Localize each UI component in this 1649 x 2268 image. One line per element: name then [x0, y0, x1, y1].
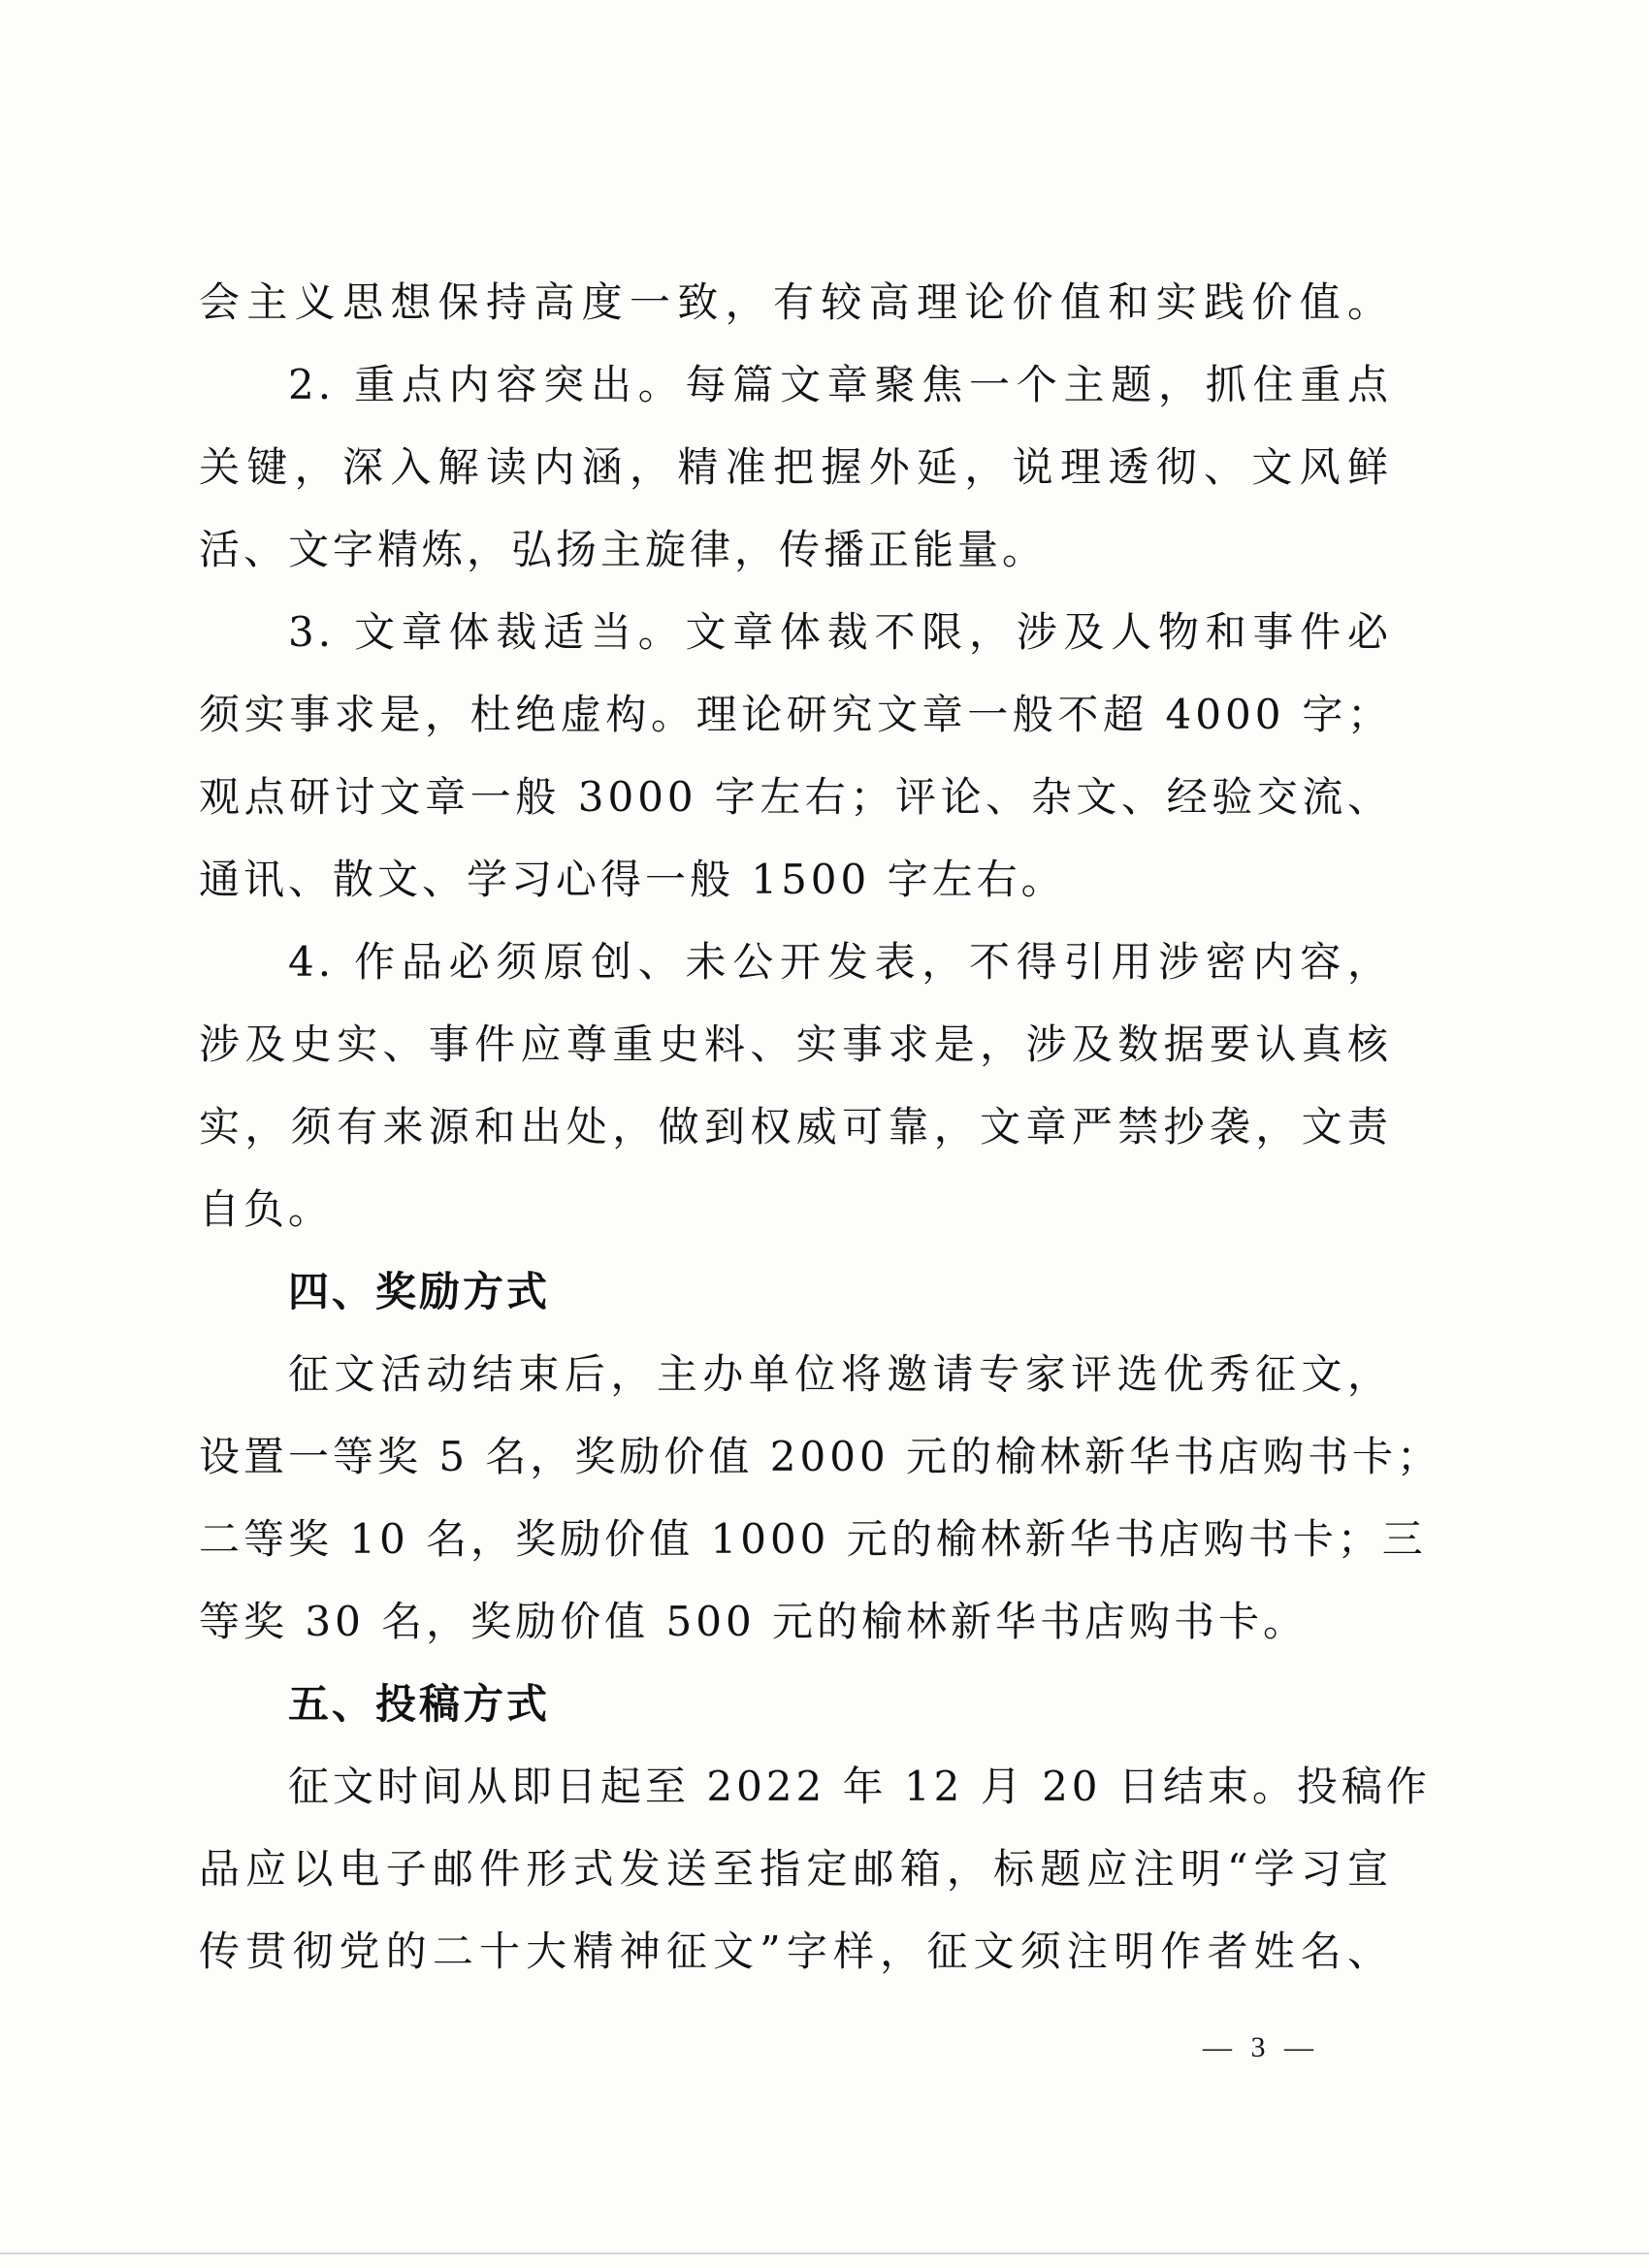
list-item-4: 4. 作品必须原创、未公开发表，不得引用涉密内容， [288, 938, 1392, 986]
body-line: 通讯、散文、学习心得一般 1500 字左右。 [199, 856, 1066, 903]
scan-edge-divider [0, 2252, 1649, 2254]
body-line: 征文活动结束后，主办单位将邀请专家评选优秀征文， [288, 1350, 1392, 1398]
body-line: 实，须有来源和出处，做到权威可靠，文章严禁抄袭，文责 [199, 1103, 1392, 1150]
list-item-2: 2. 重点内容突出。每篇文章聚焦一个主题，抓住重点 [288, 361, 1392, 408]
body-line: 品应以电子邮件形式发送至指定邮箱，标题应注明“学习宣 [199, 1845, 1392, 1893]
body-line: 观点研讨文章一般 3000 字左右；评论、杂文、经验交流、 [199, 773, 1392, 821]
page-number: — 3 — [1203, 2031, 1319, 2063]
section-heading-submission: 五、投稿方式 [288, 1680, 551, 1728]
section-heading-rewards: 四、奖励方式 [288, 1268, 551, 1315]
body-line: 会主义思想保持高度一致，有较高理论价值和实践价值。 [199, 278, 1392, 326]
body-line: 征文时间从即日起至 2022 年 12 月 20 日结束。投稿作 [288, 1763, 1431, 1810]
body-line: 活、文字精炼，弘扬主旋律，传播正能量。 [199, 526, 1048, 573]
list-item-3: 3. 文章体裁适当。文章体裁不限，涉及人物和事件必 [288, 608, 1392, 656]
body-line: 关键，深入解读内涵，精准把握外延，说理透彻、文风鲜 [199, 443, 1392, 491]
body-line: 等奖 30 名，奖励价值 500 元的榆林新华书店购书卡。 [199, 1598, 1309, 1645]
body-line: 涉及史实、事件应尊重史料、实事求是，涉及数据要认真核 [199, 1021, 1392, 1068]
body-line: 自负。 [199, 1185, 334, 1233]
body-line: 须实事求是，杜绝虚构。理论研究文章一般不超 4000 字； [199, 691, 1392, 738]
body-line: 传贯彻党的二十大精神征文”字样，征文须注明作者姓名、 [199, 1928, 1392, 1975]
body-line: 设置一等奖 5 名，奖励价值 2000 元的榆林新华书店购书卡； [199, 1433, 1442, 1480]
body-line: 二等奖 10 名，奖励价值 1000 元的榆林新华书店购书卡；三 [199, 1515, 1427, 1563]
